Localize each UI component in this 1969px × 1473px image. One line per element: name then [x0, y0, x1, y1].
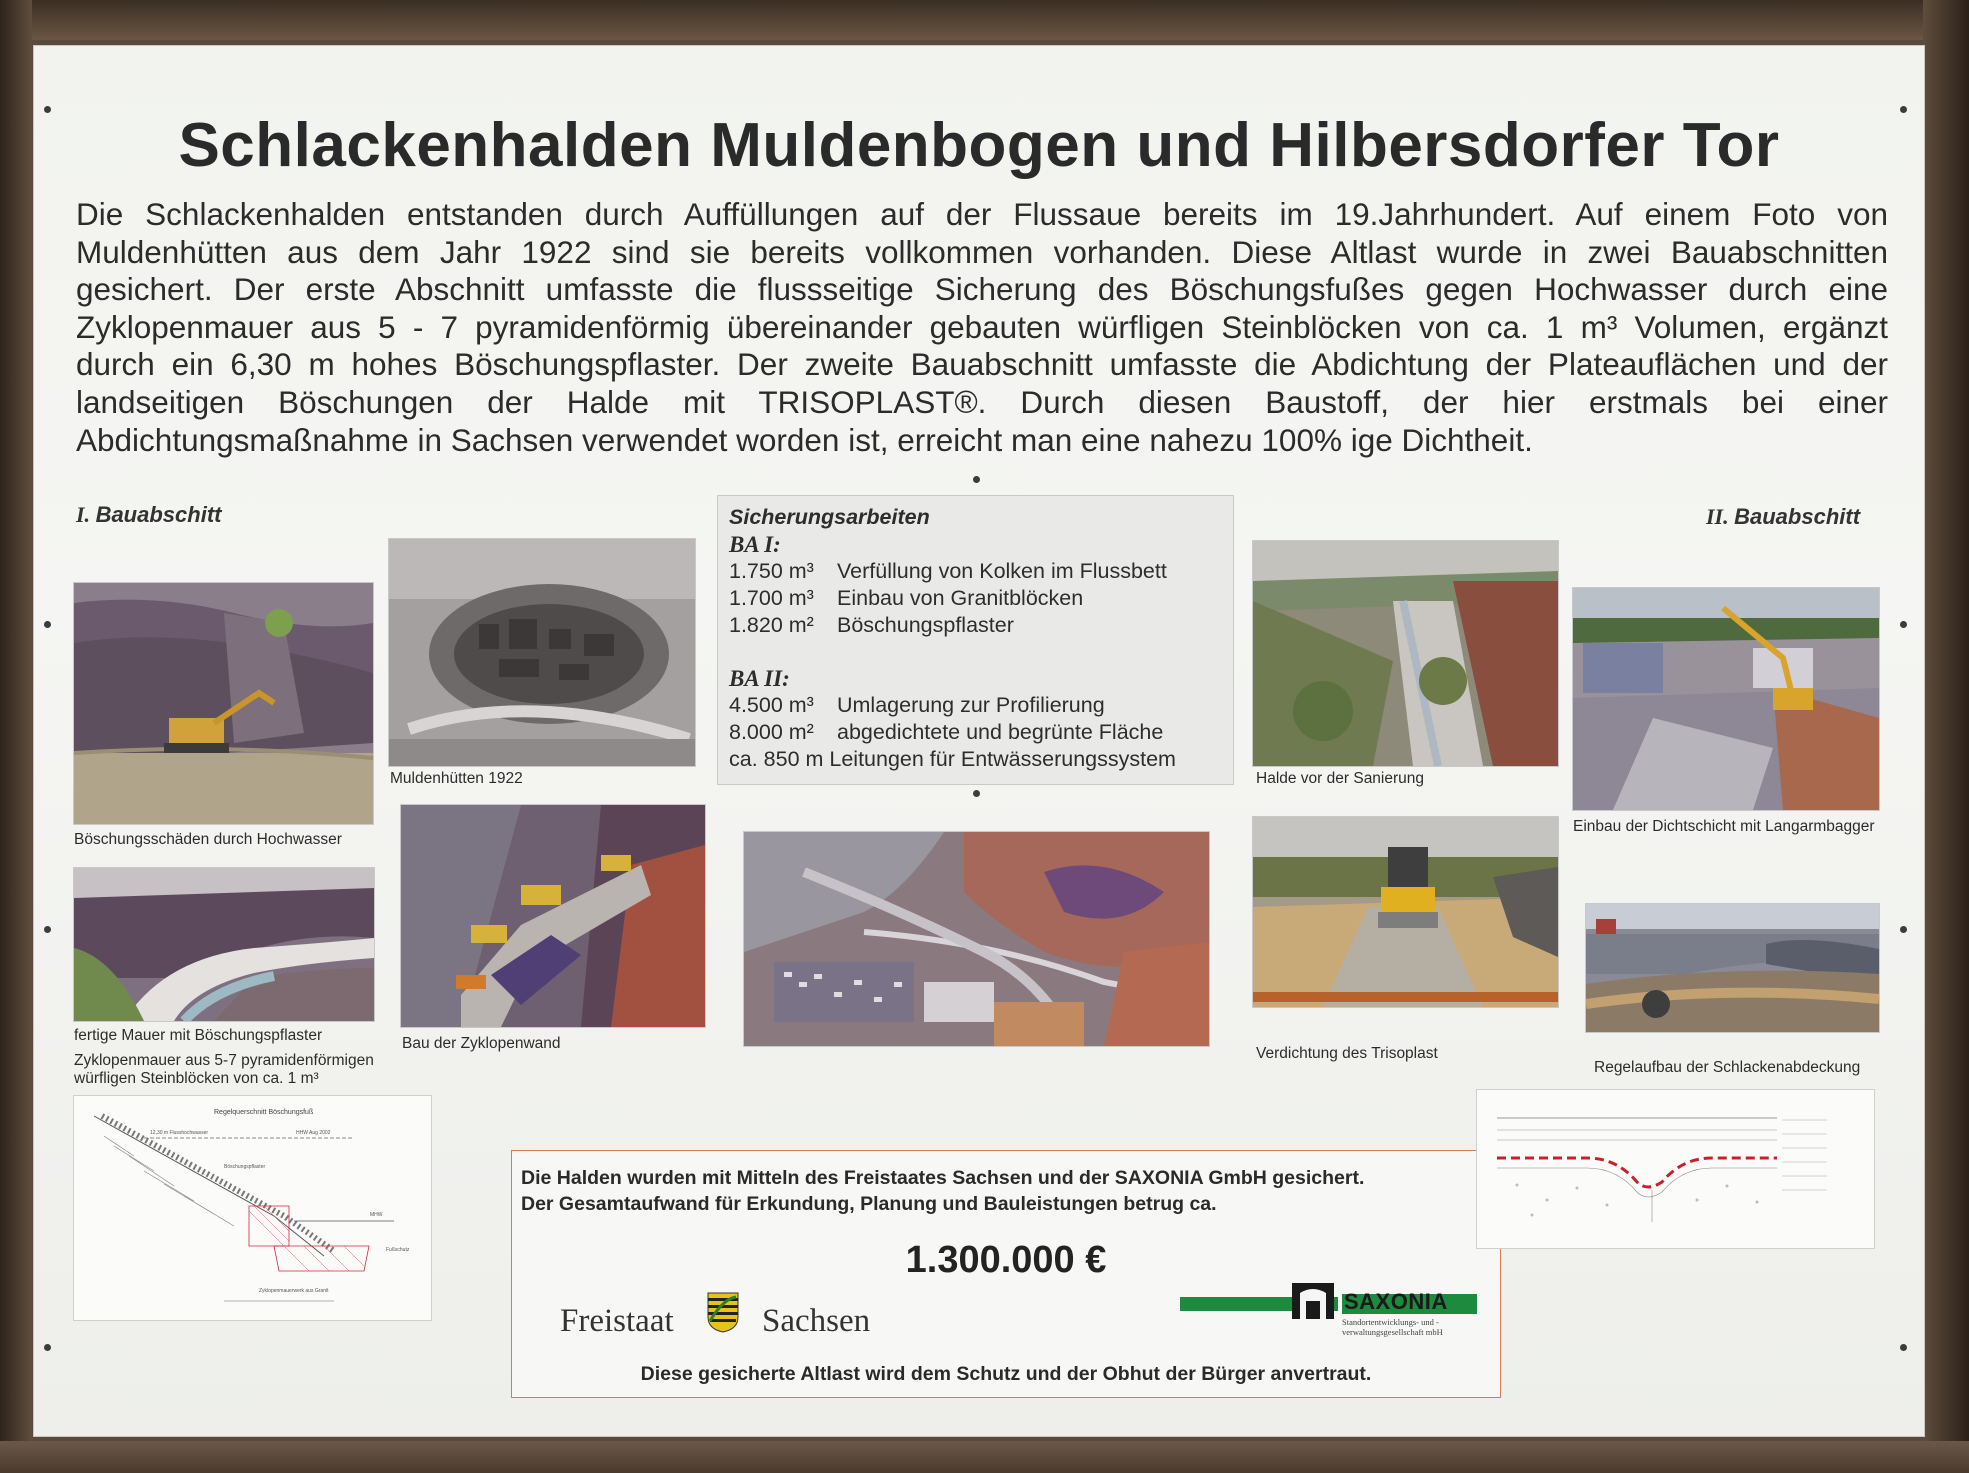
photo-bau-zyklopenwand [401, 805, 705, 1027]
roman-numeral: II. [1706, 504, 1729, 529]
photo-image [389, 539, 695, 766]
funding-text [521, 1165, 1364, 1217]
caption: Zyklopenmauer aus 5-7 pyramidenförmigen [74, 1052, 374, 1069]
sachsen-label: Sachsen [762, 1303, 871, 1339]
screw [1900, 1344, 1907, 1351]
roman-numeral: I. [76, 502, 91, 527]
intro-line: durch ein 6,30 m hohes Böschungspflaster. Der zweite Bauabschnitt umfasste die Abdichtung der Plateauflächen und der [76, 346, 1888, 383]
screw [44, 1344, 51, 1351]
photo-verdichtung-trisoplast [1253, 817, 1558, 1007]
drawing-note: MHW [370, 1212, 383, 1218]
caption: Böschungsschäden durch Hochwasser [74, 831, 342, 848]
funding-box [511, 1150, 1501, 1398]
works-qty: 1.700 m³ [729, 586, 814, 610]
screw [44, 621, 51, 628]
works-row: ca. 850 m Leitungen für Entwässerungssystem [729, 747, 1176, 771]
intro-line: gesichert. Der erste Abschnitt umfasste die flussseitige Sicherung des Böschungsfußes gegen Hochwasser durch eine [76, 271, 1888, 308]
saxonia-logo-icon [1290, 1281, 1336, 1321]
funding-footer: Diese gesicherte Altlast wird dem Schutz und der Obhut der Bürger anvertraut. [640, 1363, 1372, 1385]
works-qty: 1.750 m³ [729, 559, 814, 583]
freistaat-label: Freistaat [560, 1303, 674, 1339]
works-heading: Sicherungsarbeiten [729, 505, 930, 529]
intro-text [76, 196, 1888, 459]
page-title: Schlackenhalden Muldenbogen und Hilbersdorfer Tor [178, 111, 1780, 180]
drawing-schlackenabdeckung [1477, 1090, 1874, 1248]
drawing-note: 12,30 m Flusshochwasser [150, 1130, 209, 1136]
photo-image [1573, 588, 1879, 810]
funding-amount: 1.300.000 € [905, 1239, 1107, 1281]
intro-line: Abdichtungsmaßnahme in Sachsen verwendet worden ist, erreicht man eine nahezu 100% ige Dichtheit. [76, 421, 1533, 458]
screw [1900, 926, 1907, 933]
funding-line: Der Gesamtaufwand für Erkundung, Planung und Bauleistungen betrug ca. [521, 1193, 1217, 1215]
intro-line: Zyklopenmauer aus 5 - 7 pyramidenförmig übereinander gebauten würfligen Steinblöcken von ca. 1 m³ Volumen, ergänzt [76, 308, 1888, 345]
works-row [729, 585, 1222, 612]
photo-boeschungsschaeden [74, 583, 373, 824]
frame-left [0, 0, 32, 1473]
caption: Muldenhütten 1922 [390, 770, 523, 787]
works-qty: 8.000 m² [729, 720, 814, 744]
works-desc: abgedichtete und begrünte Fläche [837, 720, 1164, 744]
frame-top [0, 0, 1969, 40]
drawing-regelquerschnitt [74, 1096, 431, 1320]
section-label-text: Bauabschitt [1734, 504, 1861, 529]
photo-image [401, 805, 705, 1027]
works-desc: Umlagerung zur Profilierung [837, 693, 1105, 717]
info-board [34, 46, 1924, 1436]
saxonia-name: SAXONIA [1344, 1289, 1448, 1314]
photo-halde-vor-sanierung [1253, 541, 1558, 766]
frame-right [1923, 0, 1969, 1473]
frame-bottom [0, 1441, 1969, 1473]
works-desc: Einbau von Granitblöcken [837, 586, 1084, 610]
screw [44, 926, 51, 933]
caption: Einbau der Dichtschicht mit Langarmbagger [1573, 818, 1875, 835]
section-label-first [76, 502, 221, 528]
section-label-text: Bauabschitt [95, 502, 222, 527]
drawing-note: Zyklopenmauerwerk aus Granit [259, 1288, 329, 1294]
drawing-note: HHW Aug 2002 [296, 1130, 331, 1136]
screw [1900, 621, 1907, 628]
screw [973, 790, 980, 797]
works-qty: 4.500 m³ [729, 693, 814, 717]
photo-einbau-dichtschicht [1573, 588, 1879, 810]
photo-aerial [744, 832, 1209, 1046]
works-row [729, 719, 1222, 746]
works-spacer [729, 639, 1222, 665]
photo-regelaufbau [1586, 904, 1879, 1032]
works-row [729, 692, 1222, 719]
photo-image [74, 868, 374, 1021]
funding-line: Die Halden wurden mit Mitteln des Freistaates Sachsen und der SAXONIA GmbH gesichert. [521, 1167, 1365, 1189]
drawing-image [1477, 1090, 1874, 1248]
photo-image [1253, 541, 1558, 766]
photo-image [1586, 904, 1879, 1032]
works-desc: Verfüllung von Kolken im Flussbett [837, 559, 1167, 583]
caption: Bau der Zyklopenwand [402, 1035, 561, 1052]
intro-line: Muldenhütten aus dem Jahr 1922 sind sie bereits vollkommen vorhanden. Diese Altlast wurde in zwei Bauabschnitten [76, 233, 1888, 270]
caption: fertige Mauer mit Böschungspflaster [74, 1027, 323, 1044]
caption: Verdichtung des Trisoplast [1256, 1045, 1438, 1062]
caption: Regelaufbau der Schlackenabdeckung [1594, 1059, 1861, 1076]
drawing-image [74, 1096, 431, 1320]
section-label-second [1706, 504, 1860, 530]
photo-muldenhuetten-1922 [389, 539, 695, 766]
screw [973, 476, 980, 483]
photo-image [1253, 817, 1558, 1007]
photo-image [74, 583, 373, 824]
intro-line: Die Schlackenhalden entstanden durch Auffüllungen auf der Flussaue bereits im 19.Jahrhundert. Auf einem Foto von [76, 196, 1888, 232]
sicherungsarbeiten-box [717, 495, 1234, 785]
works-ba1-label: BA I: [729, 532, 781, 557]
caption: würfligen Steinblöcken von ca. 1 m³ [74, 1070, 319, 1087]
intro-line: landseitigen Böschungen der Halde mit TRISOPLAST®. Durch diesen Baustoff, der hier erstmals bei einer [76, 383, 1888, 420]
works-row [729, 558, 1222, 585]
photo-fertige-mauer [74, 868, 374, 1021]
works-ba2-label: BA II: [729, 666, 790, 691]
works-qty: 1.820 m² [729, 613, 814, 637]
drawing-note: Böschungspflaster [224, 1164, 266, 1170]
photo-image [744, 832, 1209, 1046]
saxonia-subtitle: Standortentwicklungs- und -verwaltungsgesellschaft mbH [1342, 1317, 1443, 1337]
works-desc: Böschungspflaster [837, 613, 1014, 637]
drawing-note: Fußschutz [386, 1247, 410, 1253]
drawing-title: Regelquerschnitt Böschungsfuß [214, 1109, 314, 1116]
caption: Halde vor der Sanierung [1256, 770, 1425, 787]
saxony-crest-icon [706, 1291, 740, 1333]
works-row [729, 612, 1222, 639]
